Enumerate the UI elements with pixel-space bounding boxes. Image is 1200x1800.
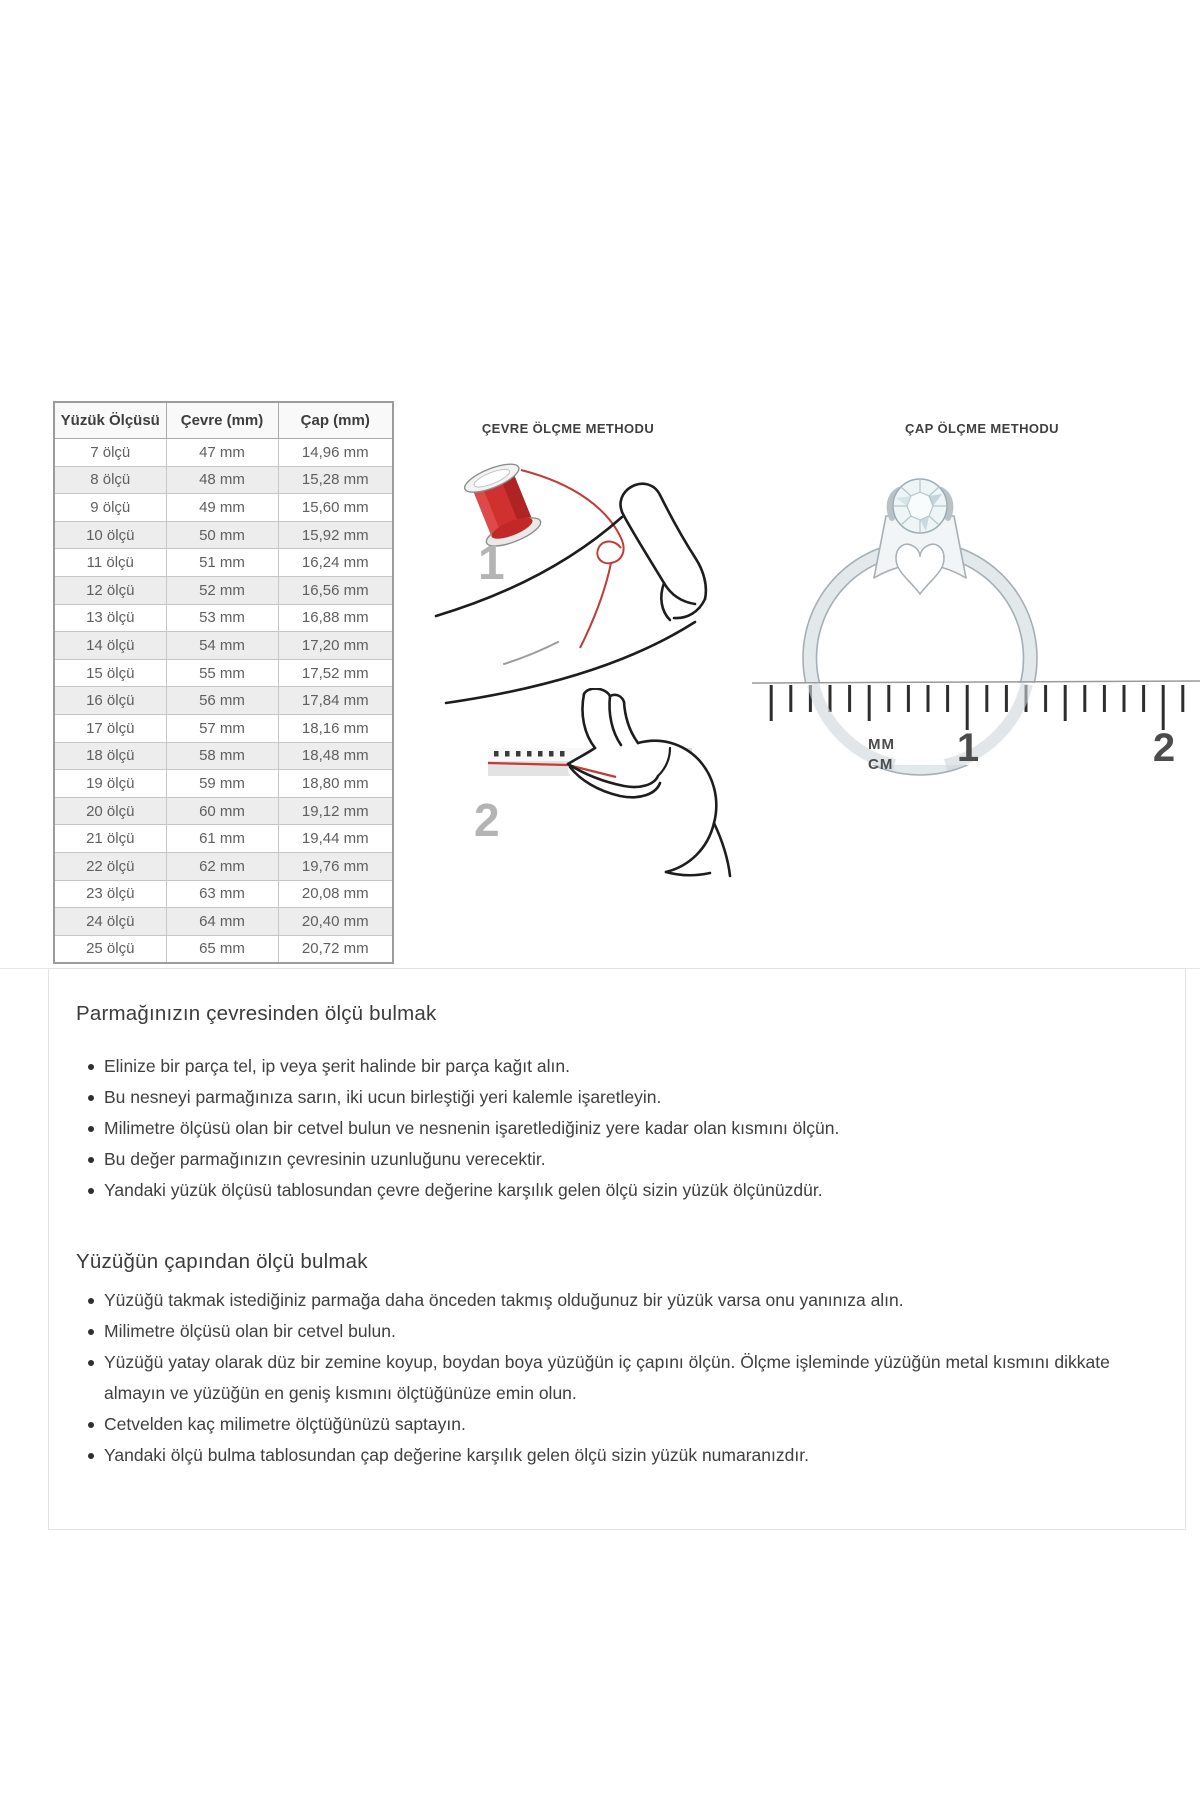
table-row [54,825,393,853]
ring-size-table-head [54,402,393,439]
table-cell: 22 ölçü [54,852,166,880]
table-cell: 15 ölçü [54,659,166,687]
table-row [54,494,393,522]
table-cell: 8 ölçü [54,466,166,494]
tape-dot [560,751,565,757]
table-cell: 14,96 mm [278,439,393,467]
table-cell: 60 mm [166,797,278,825]
diameter-method-title: ÇAP ÖLÇME METHODU [905,421,1059,436]
table-cell: 55 mm [166,659,278,687]
table-cell: 48 mm [166,466,278,494]
list-item: Cetvelden kaç milimetre ölçtüğünüzü saptayın. [104,1409,1147,1440]
hand-sketch-step1 [436,484,706,703]
table-row [54,439,393,467]
table-cell: 11 ölçü [54,549,166,577]
table-cell: 59 mm [166,770,278,798]
ruler-unit-cm: CM [868,756,894,773]
table-cell: 19,12 mm [278,797,393,825]
diameter-illustration [740,448,1200,778]
ruler-unit-mm: MM [868,736,895,753]
table-cell: 15,92 mm [278,521,393,549]
table-row [54,632,393,660]
table-cell: 12 ölçü [54,576,166,604]
table-cell: 19,44 mm [278,825,393,853]
table-cell: 61 mm [166,825,278,853]
table-cell: 15,60 mm [278,494,393,522]
table-cell: 10 ölçü [54,521,166,549]
ruler-number-1: 1 [956,726,980,770]
table-row [54,687,393,715]
section-heading-diameter: Yüzüğün çapından ölçü bulmak [76,1250,368,1273]
ring-size-table [53,401,394,964]
table-cell: 23 ölçü [54,880,166,908]
tape-dot [505,751,510,757]
list-item: Yandaki yüzük ölçüsü tablosundan çevre değerine karşılık gelen ölçü sizin yüzük ölçünüzdür. [104,1175,1147,1206]
table-cell: 19,76 mm [278,852,393,880]
list-item: Milimetre ölçüsü olan bir cetvel bulun ve nesnenin işaretlediğiniz yere kadar olan kısmını ölçün. [104,1113,1147,1144]
table-row [54,935,393,963]
table-cell: 16,56 mm [278,576,393,604]
list-item: Bu değer parmağınızın çevresinin uzunluğunu verecektir. [104,1144,1147,1175]
table-cell: 20,72 mm [278,935,393,963]
table-row [54,770,393,798]
table-row [54,797,393,825]
table-row [54,742,393,770]
table-cell: 20,08 mm [278,880,393,908]
table-row [54,659,393,687]
list-item: Yandaki ölçü bulma tablosundan çap değerine karşılık gelen ölçü sizin yüzük numaranızdır. [104,1440,1147,1471]
table-cell: 18,16 mm [278,714,393,742]
list-item: Yüzüğü yatay olarak düz bir zemine koyup, boydan boya yüzüğün iç çapını ölçün. Ölçme işleminde yüzüğün metal kısmını dikkate almayın ve yüzüğün en geniş kısmını ölçtüğünüze emin olun. [104,1347,1147,1409]
ruler-number-2: 2 [1152,726,1176,770]
table-row [54,908,393,936]
circumference-instruction-list [104,1051,1147,1206]
table-cell: 58 mm [166,742,278,770]
list-item: Elinize bir parça tel, ip veya şerit halinde bir parça kağıt alın. [104,1051,1147,1082]
table-cell: 53 mm [166,604,278,632]
table-cell: 25 ölçü [54,935,166,963]
circumference-step2-illustration [408,688,748,878]
table-cell: 65 mm [166,935,278,963]
table-cell: 50 mm [166,521,278,549]
table-cell: 17 ölçü [54,714,166,742]
ring-size-table-body [54,439,393,964]
table-row [54,521,393,549]
list-item: Yüzüğü takmak istediğiniz parmağa daha önceden takmış olduğunuz bir yüzük varsa onu yanınıza alın. [104,1285,1147,1316]
step-2-numeral: 2 [474,794,500,846]
table-cell: 54 mm [166,632,278,660]
table-cell: 17,52 mm [278,659,393,687]
table-cell: 51 mm [166,549,278,577]
table-cell: 17,20 mm [278,632,393,660]
thread-line [521,470,624,648]
table-cell: 47 mm [166,439,278,467]
table-cell: 52 mm [166,576,278,604]
instructions-panel [48,968,1186,1530]
tape-dot [516,751,521,757]
table-row [54,880,393,908]
table-cell: 9 ölçü [54,494,166,522]
table-cell: 13 ölçü [54,604,166,632]
table-cell: 16 ölçü [54,687,166,715]
diamond-icon [893,479,947,533]
tape-dot [494,751,499,757]
table-row [54,466,393,494]
table-row [54,714,393,742]
table-cell: 15,28 mm [278,466,393,494]
ruler-drawing [752,681,1200,773]
circumference-method-title: ÇEVRE ÖLÇME METHODU [481,421,655,436]
table-cell: 14 ölçü [54,632,166,660]
tape-dot [538,751,543,757]
section-heading-circumference: Parmağınızın çevresinden ölçü bulmak [76,1002,437,1025]
table-cell: 16,24 mm [278,549,393,577]
table-row [54,852,393,880]
list-item: Bu nesneyi parmağınıza sarın, iki ucun birleştiği yeri kalemle işaretleyin. [104,1082,1147,1113]
diameter-instruction-list [104,1285,1147,1471]
table-cell: 17,84 mm [278,687,393,715]
tape-dot [549,751,554,757]
table-cell: 57 mm [166,714,278,742]
ring-size-table-head-row [54,402,393,439]
table-row [54,576,393,604]
table-header-cell: Çap (mm) [278,402,393,439]
table-cell: 18,80 mm [278,770,393,798]
table-cell: 7 ölçü [54,439,166,467]
table-cell: 64 mm [166,908,278,936]
table-cell: 56 mm [166,687,278,715]
circumference-step1-illustration [408,446,728,716]
step-1-numeral: 1 [478,537,505,590]
table-cell: 49 mm [166,494,278,522]
table-cell: 21 ölçü [54,825,166,853]
table-cell: 16,88 mm [278,604,393,632]
table-header-cell: Çevre (mm) [166,402,278,439]
table-cell: 19 ölçü [54,770,166,798]
table-row [54,604,393,632]
table-cell: 62 mm [166,852,278,880]
table-cell: 24 ölçü [54,908,166,936]
table-cell: 20,40 mm [278,908,393,936]
table-row [54,549,393,577]
list-item: Milimetre ölçüsü olan bir cetvel bulun. [104,1316,1147,1347]
table-cell: 20 ölçü [54,797,166,825]
tape-dot [527,751,532,757]
table-cell: 18 ölçü [54,742,166,770]
table-cell: 63 mm [166,880,278,908]
table-header-cell: Yüzük Ölçüsü [54,402,166,439]
table-cell: 18,48 mm [278,742,393,770]
